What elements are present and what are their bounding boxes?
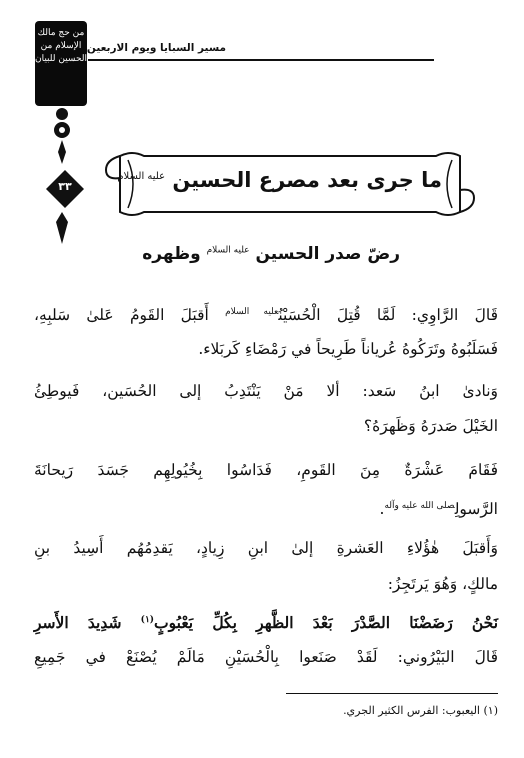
section-title: رضّ صدر الحسين — [255, 244, 400, 264]
header-rule — [88, 59, 434, 61]
body-line-3: وَنادىٰ ابنُ سَعد: ألا مَنْ يَنْتَدِبُ إلى الحُسَين، فَيوطِئُ — [34, 382, 498, 400]
body-line-5: فَقَامَ عَشْرَةٌ مِنَ القَومِ، فَدَاسُوا بِخُيُولِهِم جَسَدَ رَيحانَةَ — [34, 461, 498, 479]
section-heading — [142, 244, 400, 264]
chapter-banner — [98, 148, 482, 220]
chapter-honorific: عليه السلام — [117, 171, 166, 182]
footnote: (١) اليعبوب: الفرس الكثير الجري. — [343, 704, 498, 717]
body-line-1 — [34, 302, 498, 325]
honorific: عليه السلام — [225, 307, 279, 317]
body-text: أَقبَلَ القَومُ عَلىٰ سَلبِهِ، — [34, 306, 209, 325]
footnote-marker: (١) — [140, 615, 155, 625]
verse-line — [34, 610, 498, 633]
running-title: مسير السبايا ويوم الاربعين — [86, 42, 226, 54]
footnote-rule — [286, 693, 498, 694]
emblem-calligraphy: من حج مالك الإسلام من الحسين للبيان — [35, 28, 87, 64]
body-line-2: فَسَلَبُوهُ وتَرَكُوهُ عُرياناً طَرِيحاً في رَمْضَاءِ كَربَلاء. — [198, 340, 498, 358]
body-line-7: وَأَقبَلَ هٰؤُلاءِ العَشرةِ إلىٰ ابنِ زِيادٍ، يَقدِمُهُم أَسِيدُ بنِ — [34, 539, 498, 557]
calligraphy-emblem — [35, 21, 87, 106]
body-line-4: الخَيْلَ صَدرَهُ وَظَهرَهُ؟ — [363, 417, 498, 435]
body-line-9: قَالَ البَيْرُوني: لَقَدْ صَنَعوا بِالْحُسَيْنِ مَالَمْ يُصْنَعْ في جَمِيعِ — [34, 648, 498, 666]
chapter-title — [117, 168, 442, 192]
body-line-6: الرَّسولِ$^{صلى الله عليه وآله}$. — [379, 500, 498, 519]
prophet-honorific: صلى الله عليه وآله — [384, 501, 455, 511]
verse-hemistich-1: نَحْنُ رَضَضْنَا الصَّدْرَ بَعْدَ الظَّهرِ — [256, 613, 499, 633]
body-text: الرَّسولِ — [454, 500, 498, 519]
ornament-icon — [52, 106, 72, 166]
body-line-8: مالكٍ، وَهُوَ يَرتَجِزُ: — [387, 575, 498, 593]
section-title-end: وظهره — [142, 244, 201, 264]
verse-hemistich-2 — [34, 613, 237, 632]
verse-hemistich-2-end: شَدِيدَ الأَسرِ — [34, 613, 122, 633]
verse-hemistich-2-start: بِكُلِّ يَعْبُوبٍ — [154, 613, 237, 633]
chapter-title-text: ما جرى بعد مصرع الحسين — [172, 168, 442, 192]
ornament-tail-icon — [52, 212, 72, 246]
section-honorific: عليه السلام — [206, 245, 250, 256]
body-text: قَالَ الرَّاوِي: لَمَّا قُتِلَ الْحُسَيْنُ — [278, 306, 498, 325]
page-number-badge — [44, 168, 86, 210]
page-number: ٣٣ — [58, 180, 72, 193]
